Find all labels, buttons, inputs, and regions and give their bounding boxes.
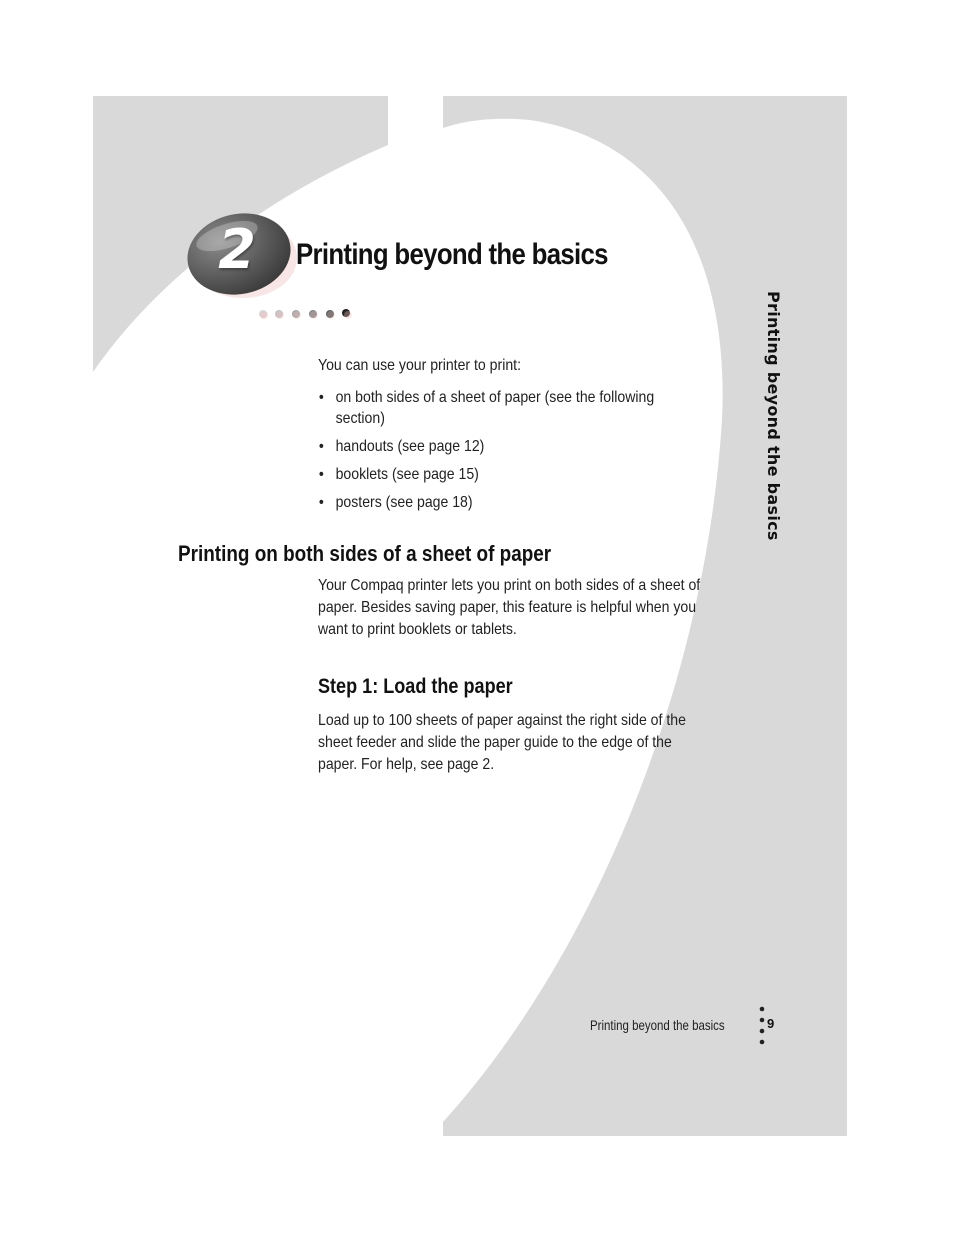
footer-title: Printing beyond the basics <box>590 1017 725 1033</box>
bullet-icon: • <box>318 466 324 483</box>
bullet-icon: • <box>318 494 324 511</box>
print-options-list <box>318 387 758 513</box>
page-number: 9 <box>767 1016 775 1031</box>
list-item-text: on both sides of a sheet of paper (see the following section) <box>335 389 655 427</box>
chapter-number: 2 <box>218 218 256 281</box>
intro-text: You can use your printer to print: <box>318 357 521 374</box>
list-item-text: posters (see page 18) <box>335 494 473 511</box>
bullet-icon: • <box>318 389 324 406</box>
section-heading: Printing on both sides of a sheet of paper <box>178 541 552 566</box>
decorative-dots <box>254 305 364 323</box>
list-item-text: booklets (see page 15) <box>335 466 479 483</box>
list-item-text: handouts (see page 12) <box>335 438 485 455</box>
footer-dots-icon <box>758 1005 766 1053</box>
section-body: Your Compaq printer lets you print on both sides of a sheet of paper. Besides saving paper, this feature is helpful when you want to print booklets or tablets. <box>318 577 701 638</box>
list-item <box>318 436 705 457</box>
list-item <box>318 464 705 485</box>
step1-body: Load up to 100 sheets of paper against the right side of the sheet feeder and slide the paper guide to the edge of the paper. For help, see page 2. <box>318 712 686 773</box>
step1-heading: Step 1: Load the paper <box>318 675 513 698</box>
chapter-title: Printing beyond the basics <box>296 238 608 271</box>
side-tab-title: Printing beyond the basics <box>764 291 783 541</box>
list-item <box>318 387 705 429</box>
list-item <box>318 492 705 513</box>
bullet-icon: • <box>318 438 324 455</box>
